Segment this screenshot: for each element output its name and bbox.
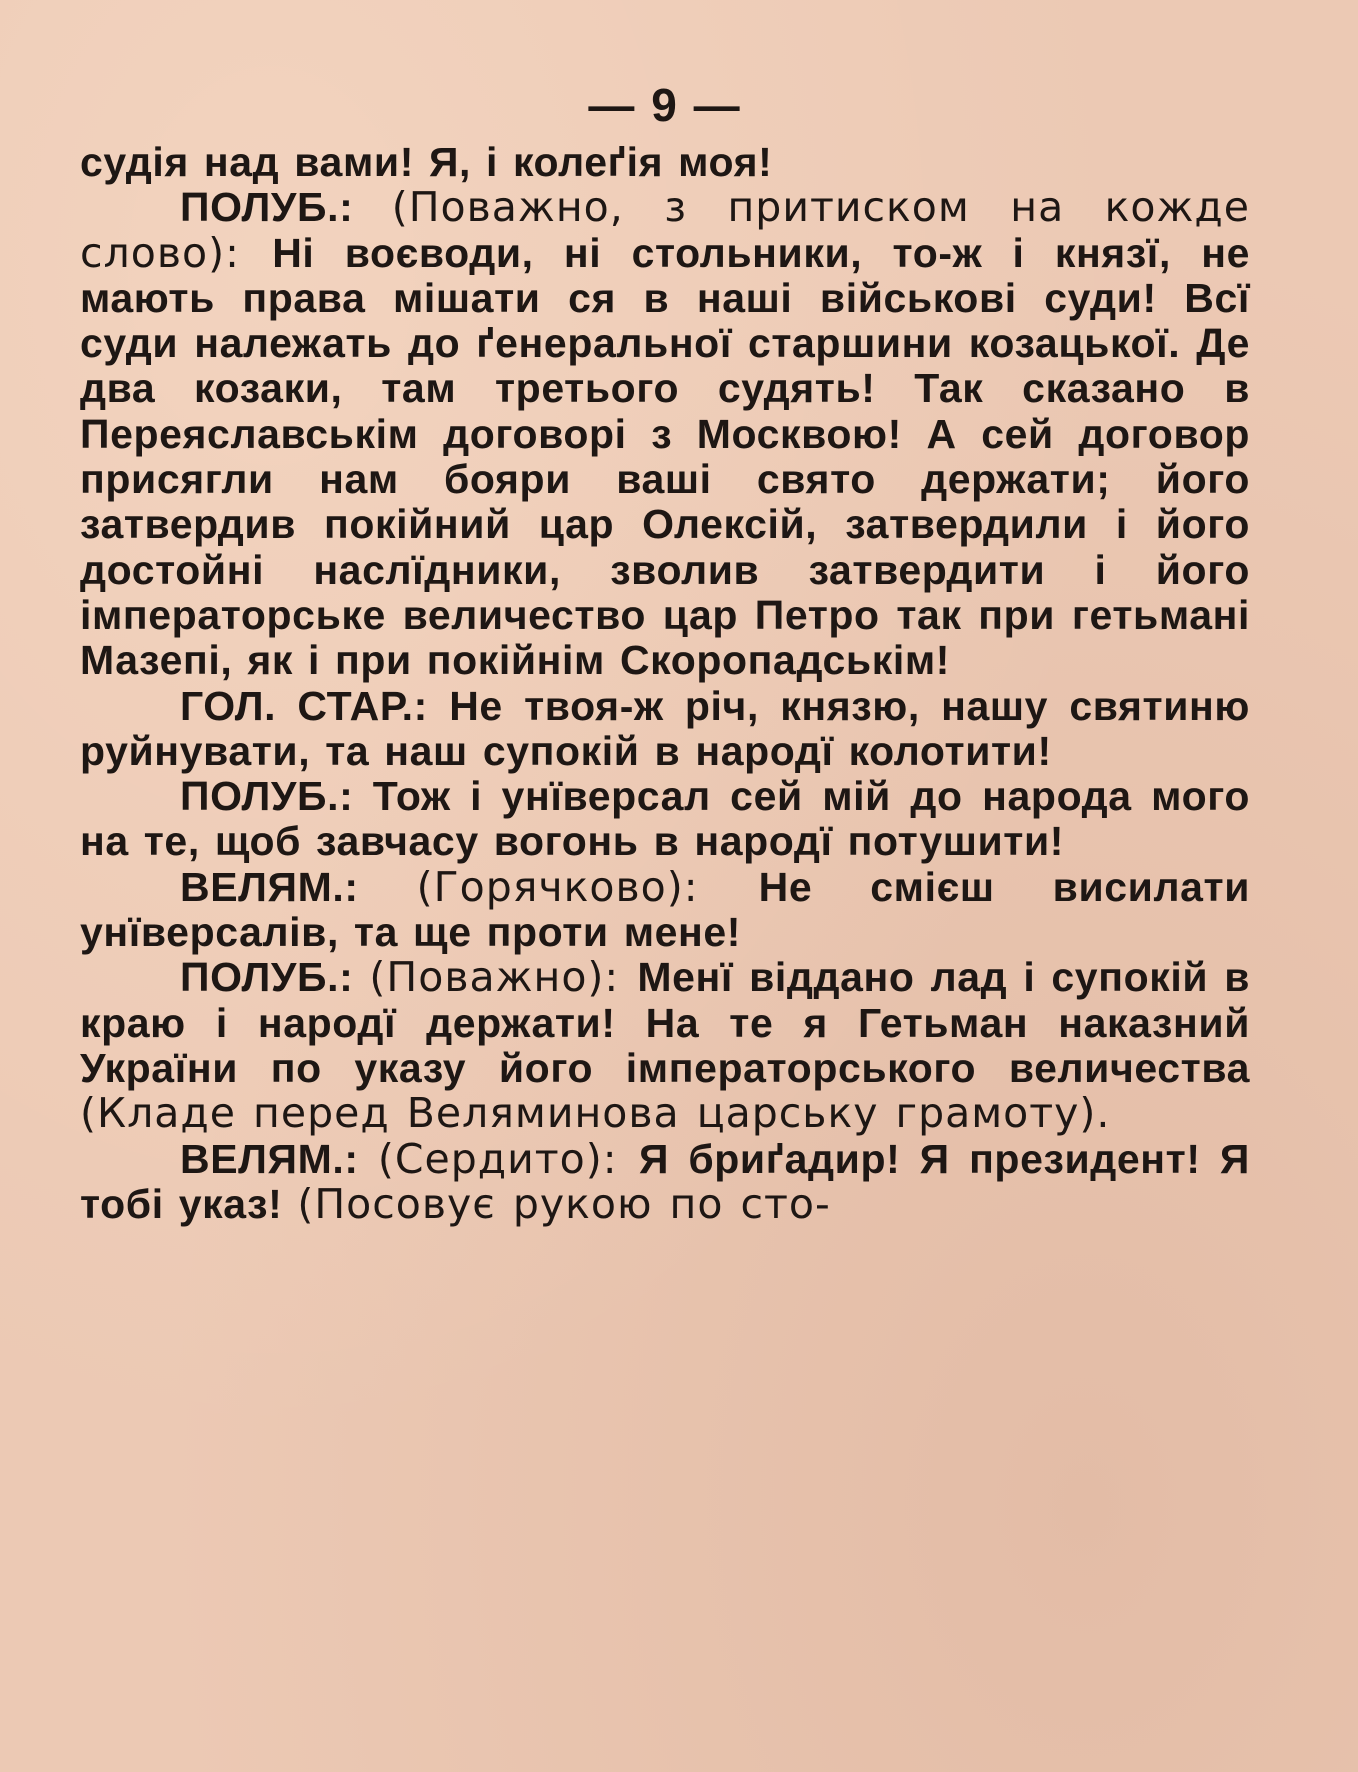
speaker-name: ВЕЛЯМ.: — [180, 1135, 378, 1182]
speech-text: Ні воєводи, ні стольники, то-ж і князї, не мають права мішати ся в наші військові суди! Всї суди належать до ґенеральної старшини козацької. Де два козаки, там третього судять! Так сказано в Переяславськім договорі з Москвою! А сей договор присягли нам бояри ваші свято держати; його затвердив покійний цар Олексій, затвердили і його достойні наслїдники, зволив затвердити і його імператорське величество цар Петро так при гетьмані Мазепі, як і при покійнім Скоропадськім! — [80, 229, 1250, 684]
paragraph-velyam-2 — [80, 1134, 1250, 1228]
speaker-name: ПОЛУБ.: — [180, 184, 392, 231]
speaker-name: ВЕЛЯМ.: — [180, 863, 417, 910]
stage-direction: (Поважно, з притиском на кожде слово): — [80, 183, 1250, 277]
speaker-name: ГОЛ. СТАР.: — [180, 682, 450, 729]
speech-text: Я бриґадир! Я президент! Я тобі указ! — [80, 1135, 1250, 1227]
speech-text: Не твоя-ж річ, князю, нашу святиню руйнувати, та наш супокій в народї колотити! — [80, 682, 1250, 774]
speech-text: Тож і унїверсал сей мій до народа мого на те, щоб завчасу вогонь в народї потушити! — [80, 773, 1250, 865]
book-page — [80, 78, 1250, 1227]
paragraph-gol-star — [80, 684, 1250, 775]
speech-text: судія над вами! Я, і колеґія моя! — [80, 139, 773, 185]
speaker-name: ПОЛУБ.: — [180, 954, 370, 1001]
stage-direction: (Поважно): — [369, 953, 638, 1002]
speaker-name: ПОЛУБ.: — [180, 773, 373, 820]
page-number: — 9 — — [588, 79, 742, 131]
paragraph-velyam-1 — [80, 862, 1250, 956]
paragraph-continuation — [80, 140, 1250, 185]
stage-direction: (Кладе перед Веляминова царську грамоту). — [80, 1089, 1111, 1138]
speech-text: Не смієш висилати унїверсалів, та ще проти мене! — [80, 863, 1250, 956]
stage-direction: (Горячково): — [416, 862, 759, 911]
paragraph-polub-3 — [80, 955, 1250, 1136]
paragraph-polub-2 — [80, 774, 1250, 865]
paragraph-polub-1 — [80, 185, 1250, 683]
play-text — [80, 140, 1250, 1227]
speech-text: Менї віддано лад і супокій в краю і народї держати! На те я Гетьман наказний України по указу його імператорського величества — [80, 954, 1250, 1091]
stage-direction: (Сердито): — [377, 1134, 639, 1183]
stage-direction: (Посовує рукою по сто- — [297, 1179, 831, 1228]
